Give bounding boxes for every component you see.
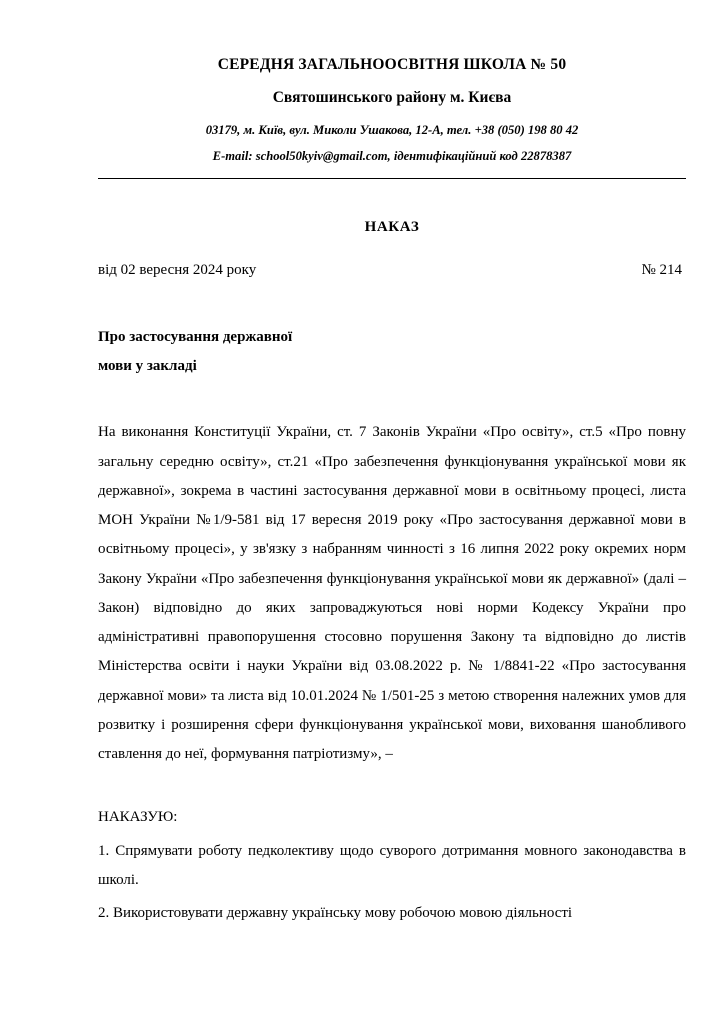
- school-name: СЕРЕДНЯ ЗАГАЛЬНООСВІТНЯ ШКОЛА № 50: [217, 56, 567, 73]
- school-district: Святошинського району м. Києва: [272, 88, 512, 106]
- subject-line-1: Про застосування державної: [98, 329, 293, 346]
- letterhead: [98, 56, 686, 164]
- subject-line-2: мови у закладі: [98, 357, 197, 374]
- document-date: від 02 вересня 2024 року: [98, 262, 257, 279]
- document-type: НАКАЗ: [364, 219, 420, 236]
- school-address: 03179, м. Київ, вул. Миколи Ушакова, 12-А, тел. +38 (050) 198 80 42: [205, 123, 579, 138]
- date-number-row: [98, 262, 686, 279]
- document-number: № 214: [641, 262, 682, 279]
- order-keyword: НАКАЗУЮ:: [98, 809, 178, 826]
- order-item-1: 1. Спрямувати роботу педколективу щодо суворого дотримання мовного законодавства в школі.: [98, 842, 686, 888]
- header-divider: [98, 178, 686, 179]
- order-item-2: 2. Використовувати державну українську мову робочою мовою діяльності: [98, 905, 573, 922]
- document-preamble: На виконання Конституції України, ст. 7 Законів України «Про освіту», ст.5 «Про повну загальну середню освіту», ст.21 «Про забезпечення функціонування української мови як державної», зокрема в частині застосування державної мови в освітньому процесі, листа МОН України №1/9-581 від 17 вересня 2019 року «Про застосування державної мови в освітньому процесі», у зв'язку з набранням чинності з 16 липня 2022 року окремих норм Закону України «Про забезпечення функціонування української мови як державної» (далі – Закон) відповідно до яких запроваджуються нові норми Кодексу України про адміністративні правопорушення стосовно порушення Закону та відповідно до листів Міністерства освіти і науки України від 03.08.2022 р. № 1/8841-22 «Про застосування державної мови» та листа від 10.01.2024 № 1/501-25 з метою створення належних умов для розвитку і розширення сфери функціонування української мови, виховання шанобливого ставлення до неї, формування патріотизму», –: [98, 424, 686, 763]
- school-email-code: E-mail: school50kyiv@gmail.com, ідентифікаційний код 22878387: [212, 149, 572, 164]
- document-subject: [98, 323, 686, 380]
